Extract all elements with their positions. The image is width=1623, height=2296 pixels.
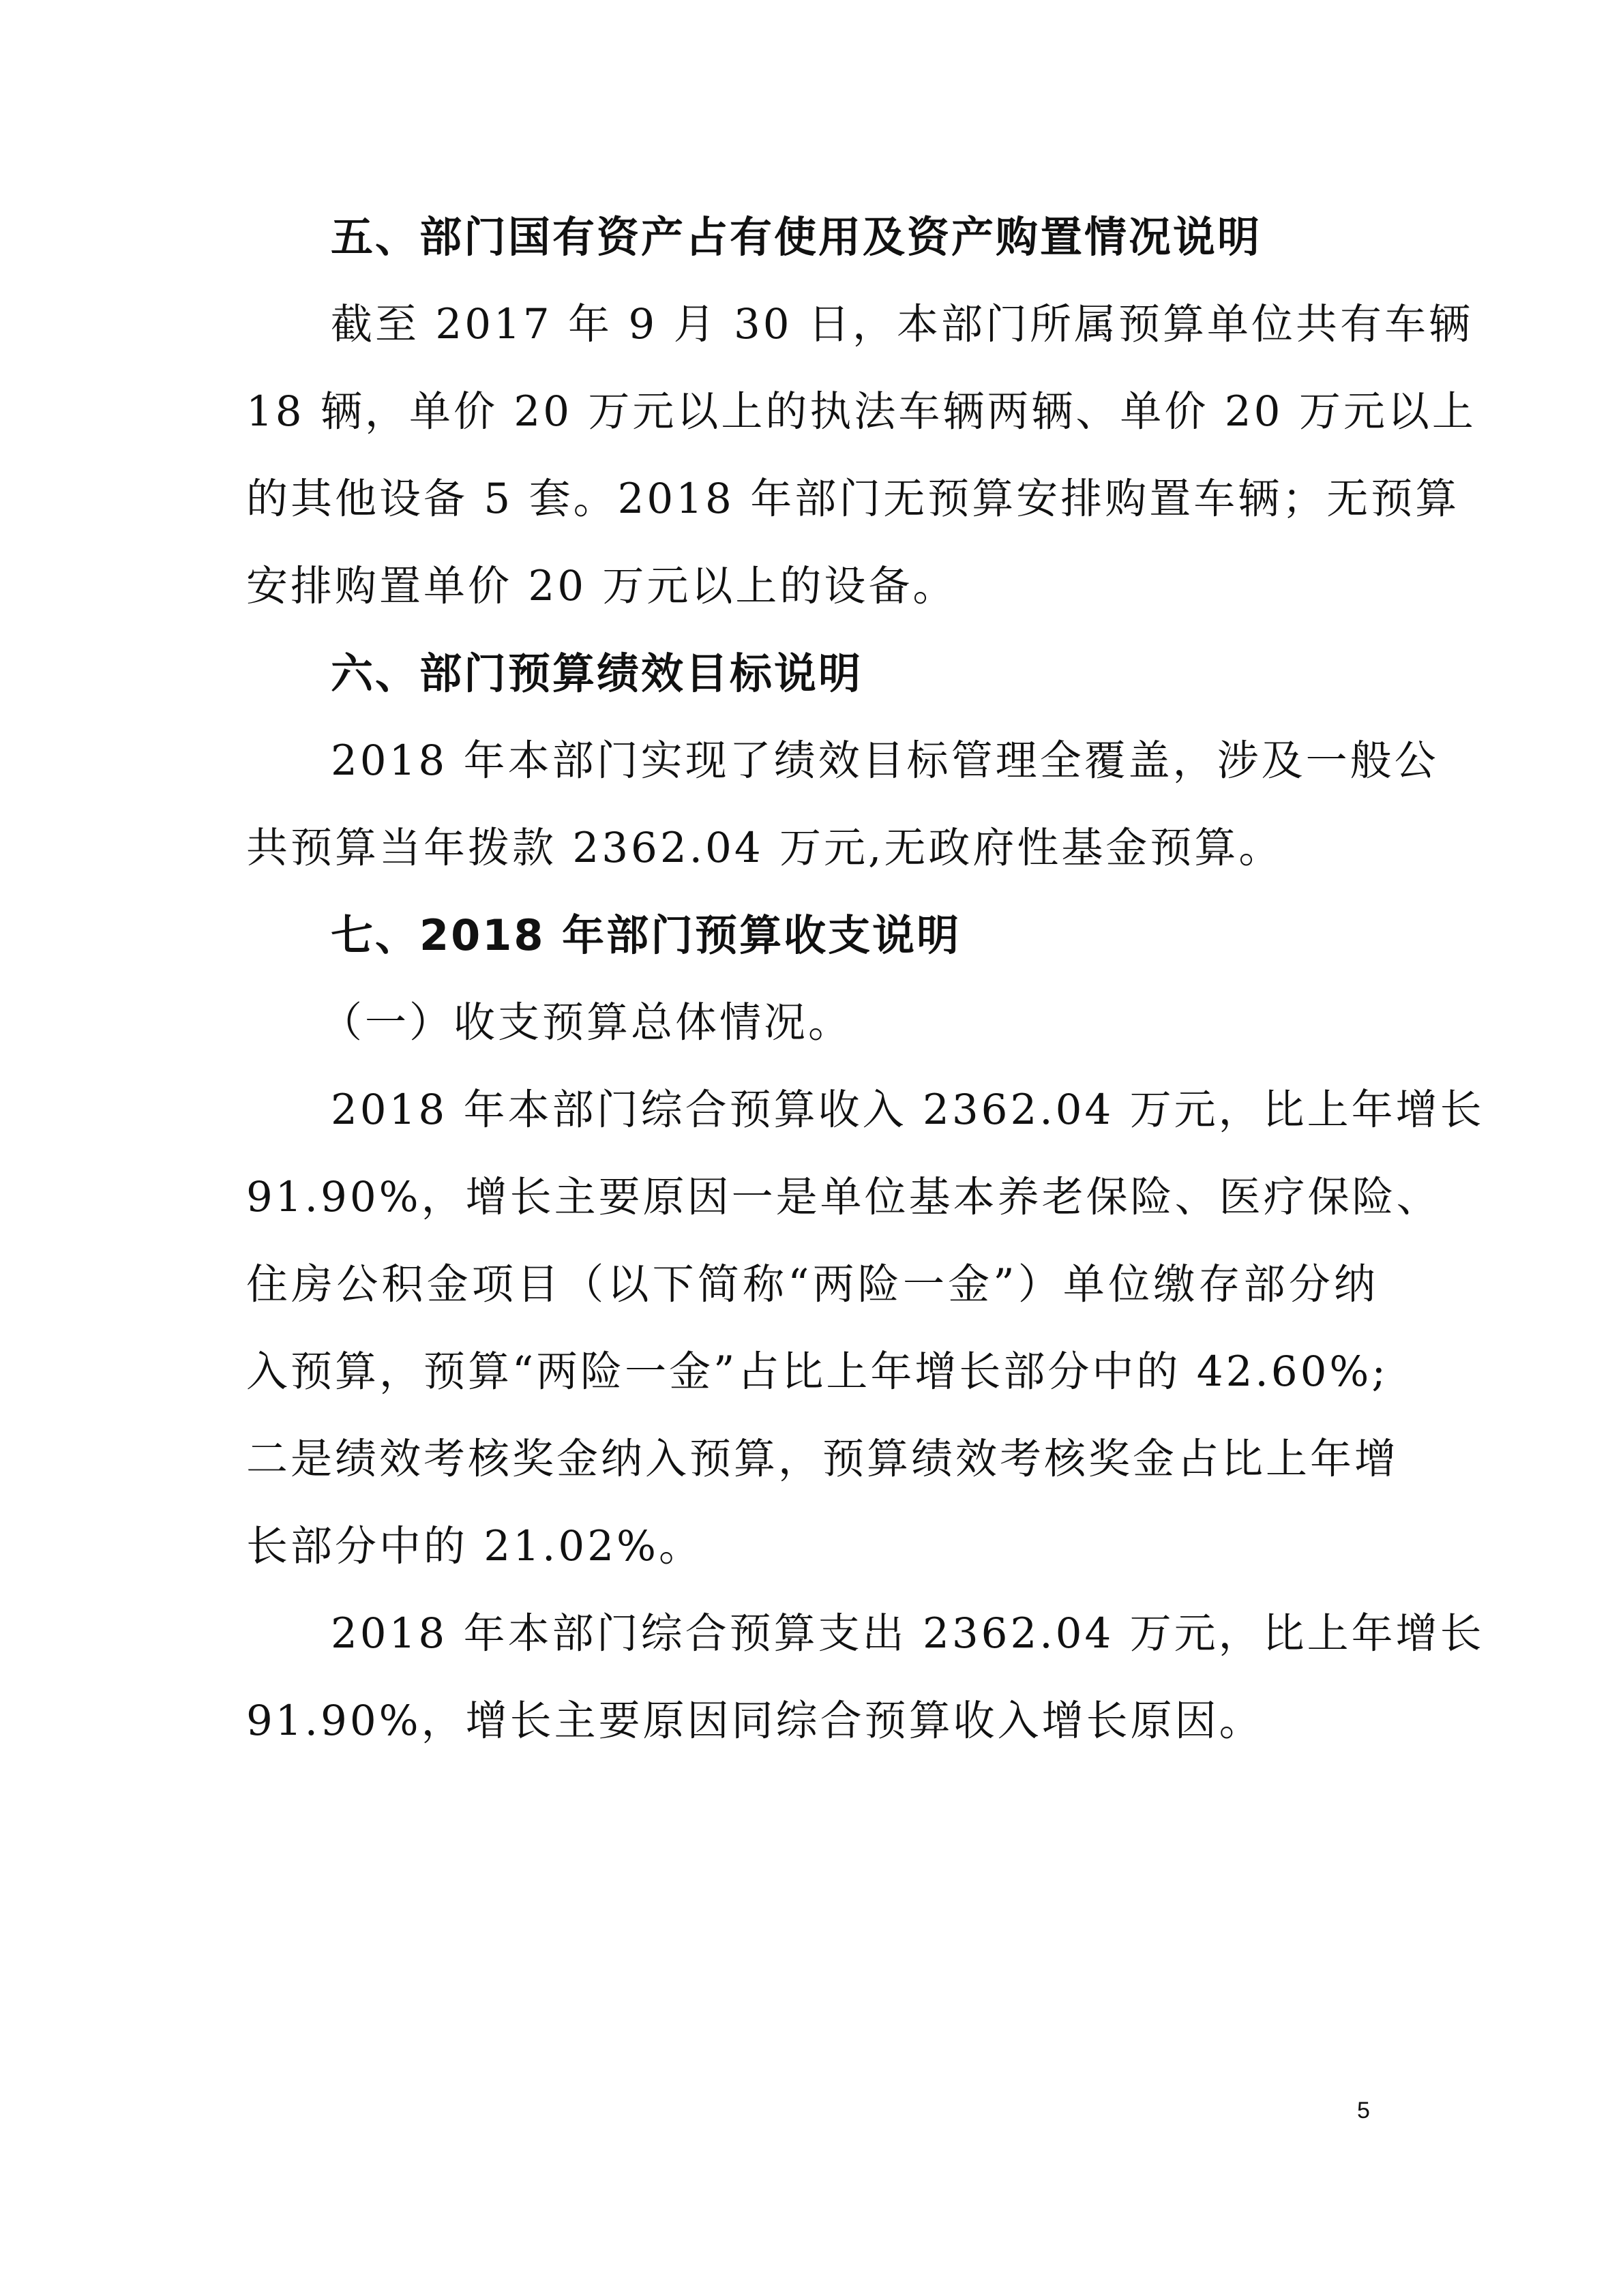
section-5-line-2: 18 辆，单价 20 万元以上的执法车辆两辆、单价 20 万元以上 [246, 387, 1476, 436]
section-5-line-3: 的其他设备 5 套。2018 年部门无预算安排购置车辆；无预算 [246, 475, 1460, 523]
section-5-heading: 五、部门国有资产占有使用及资产购置情况说明 [331, 212, 1262, 262]
section-7-para-2-line-1: 2018 年本部门综合预算支出 2362.04 万元，比上年增长 [331, 1609, 1485, 1658]
section-5-line-4: 安排购置单价 20 万元以上的设备。 [246, 562, 957, 610]
section-7-para-1-line-1: 2018 年本部门综合预算收入 2362.04 万元，比上年增长 [331, 1086, 1485, 1134]
section-5-line-1: 截至 2017 年 9 月 30 日，本部门所属预算单位共有车辆 [331, 300, 1474, 348]
section-7-para-1-line-6: 长部分中的 21.02%。 [246, 1522, 703, 1570]
section-7-para-1-line-3: 住房公积金项目（以下简称“两险一金”）单位缴存部分纳 [246, 1260, 1378, 1309]
section-7-heading: 七、2018 年部门预算收支说明 [331, 910, 962, 960]
section-7-para-1-line-2: 91.90%，增长主要原因一是单位基本养老保险、医疗保险、 [246, 1173, 1441, 1221]
section-7-para-1-line-5: 二是绩效考核奖金纳入预算，预算绩效考核奖金占比上年增 [246, 1435, 1399, 1483]
section-6-heading: 六、部门预算绩效目标说明 [331, 648, 863, 698]
section-6-line-1: 2018 年本部门实现了绩效目标管理全覆盖，涉及一般公 [331, 736, 1439, 785]
page-number: 5 [1357, 2098, 1370, 2123]
section-7-subheading: （一）收支预算总体情况。 [321, 998, 853, 1047]
section-7-para-1-line-4: 入预算，预算“两险一金”占比上年增长部分中的 42.60%; [246, 1347, 1388, 1396]
section-7-para-2-line-2: 91.90%，增长主要原因同综合预算收入增长原因。 [246, 1697, 1264, 1745]
section-6-line-2: 共预算当年拨款 2362.04 万元,无政府性基金预算。 [246, 824, 1283, 872]
